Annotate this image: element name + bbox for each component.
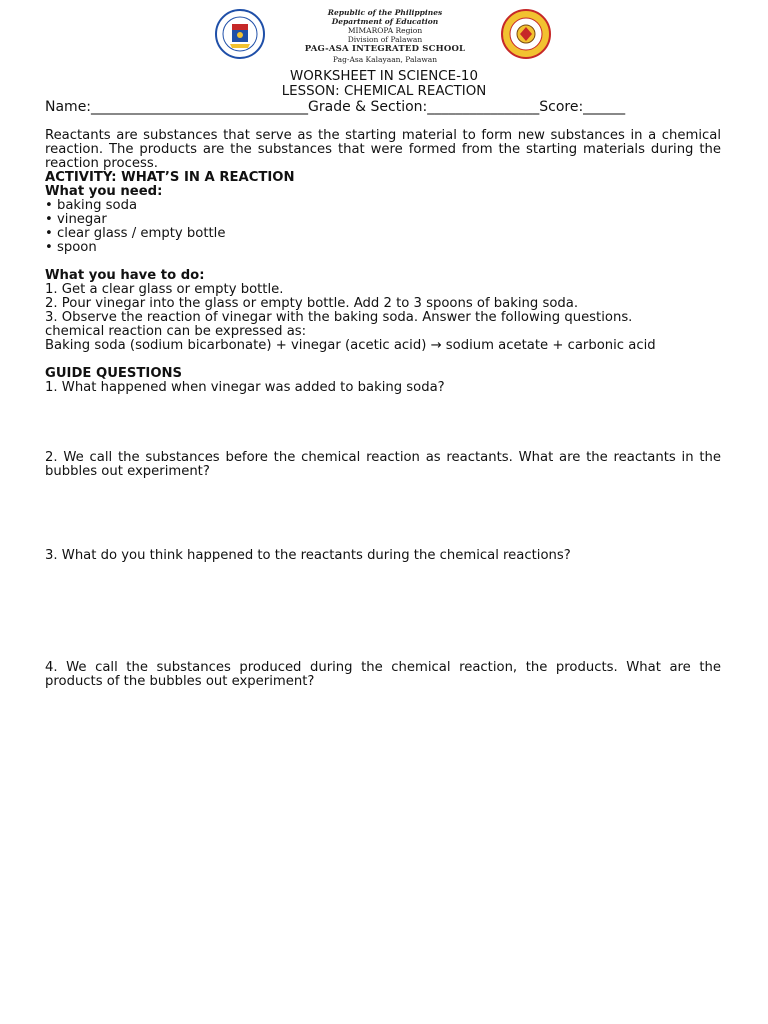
step-item: 3. Observe the reaction of vinegar with the baking soda. Answer the following questions. [45, 310, 633, 325]
school-seal-icon [494, 8, 558, 60]
guide-question: 3. What do you think happened to the reactants during the chemical reactions? [45, 548, 571, 563]
need-item: • clear glass / empty bottle [45, 226, 226, 241]
school-name: PAG-ASA INTEGRATED SCHOOL [304, 44, 466, 54]
lesson-title: LESSON: CHEMICAL REACTION [281, 84, 487, 99]
region-line: MIMAROPA Region [347, 26, 423, 35]
step-item: chemical reaction can be expressed as: [45, 324, 307, 339]
need-item: • baking soda [45, 198, 138, 213]
school-address: Pag-Asa Kalayaan, Palawan [332, 55, 438, 64]
deped-seal-icon [208, 8, 272, 60]
spacer [45, 255, 721, 269]
guide-question: 2. We call the substances before the chemical reaction as reactants. What are the reactants in the bubbles out experiment? [45, 450, 721, 479]
do-title: What you have to do: [45, 268, 205, 283]
name-grade-score-line: Name:_______________________________Grade & Section:________________Score:______ [45, 99, 626, 115]
guide-question: 1. What happened when vinegar was added to baking soda? [45, 380, 445, 395]
guide-title: GUIDE QUESTIONS [45, 366, 183, 381]
need-item: • spoon [45, 240, 97, 255]
step-item: 2. Pour vinegar into the glass or empty bottle. Add 2 to 3 spoons of baking soda. [45, 296, 579, 311]
answer-space [45, 395, 721, 451]
spacer [45, 353, 721, 367]
answer-space [45, 563, 721, 661]
letterhead-text [290, 8, 480, 64]
division-line: Division of Palawan [347, 35, 423, 44]
activity-title: ACTIVITY: WHAT’S IN A REACTION [45, 170, 295, 185]
department-line: Department of Education [331, 17, 439, 26]
intro-paragraph: Reactants are substances that serve as the starting material to form new substances in a chemical reaction. The products are the substances that were formed from the starting materials during the reaction process. [45, 128, 721, 171]
step-item: 1. Get a clear glass or empty bottle. [45, 282, 284, 297]
need-item: • vinegar [45, 212, 107, 227]
republic-line: Republic of the Philippines [327, 8, 443, 17]
letterhead [0, 6, 768, 64]
answer-space [45, 479, 721, 549]
guide-question: 4. We call the substances produced during the chemical reaction, the products. What are the products of the bubbles out experiment? [45, 660, 721, 689]
need-title: What you need: [45, 184, 163, 199]
reaction-equation: Baking soda (sodium bicarbonate) + vinegar (acetic acid) → sodium acetate + carbonic acid [45, 338, 656, 353]
worksheet-title: WORKSHEET IN SCIENCE-10 [290, 69, 478, 84]
worksheet-body [45, 129, 721, 689]
